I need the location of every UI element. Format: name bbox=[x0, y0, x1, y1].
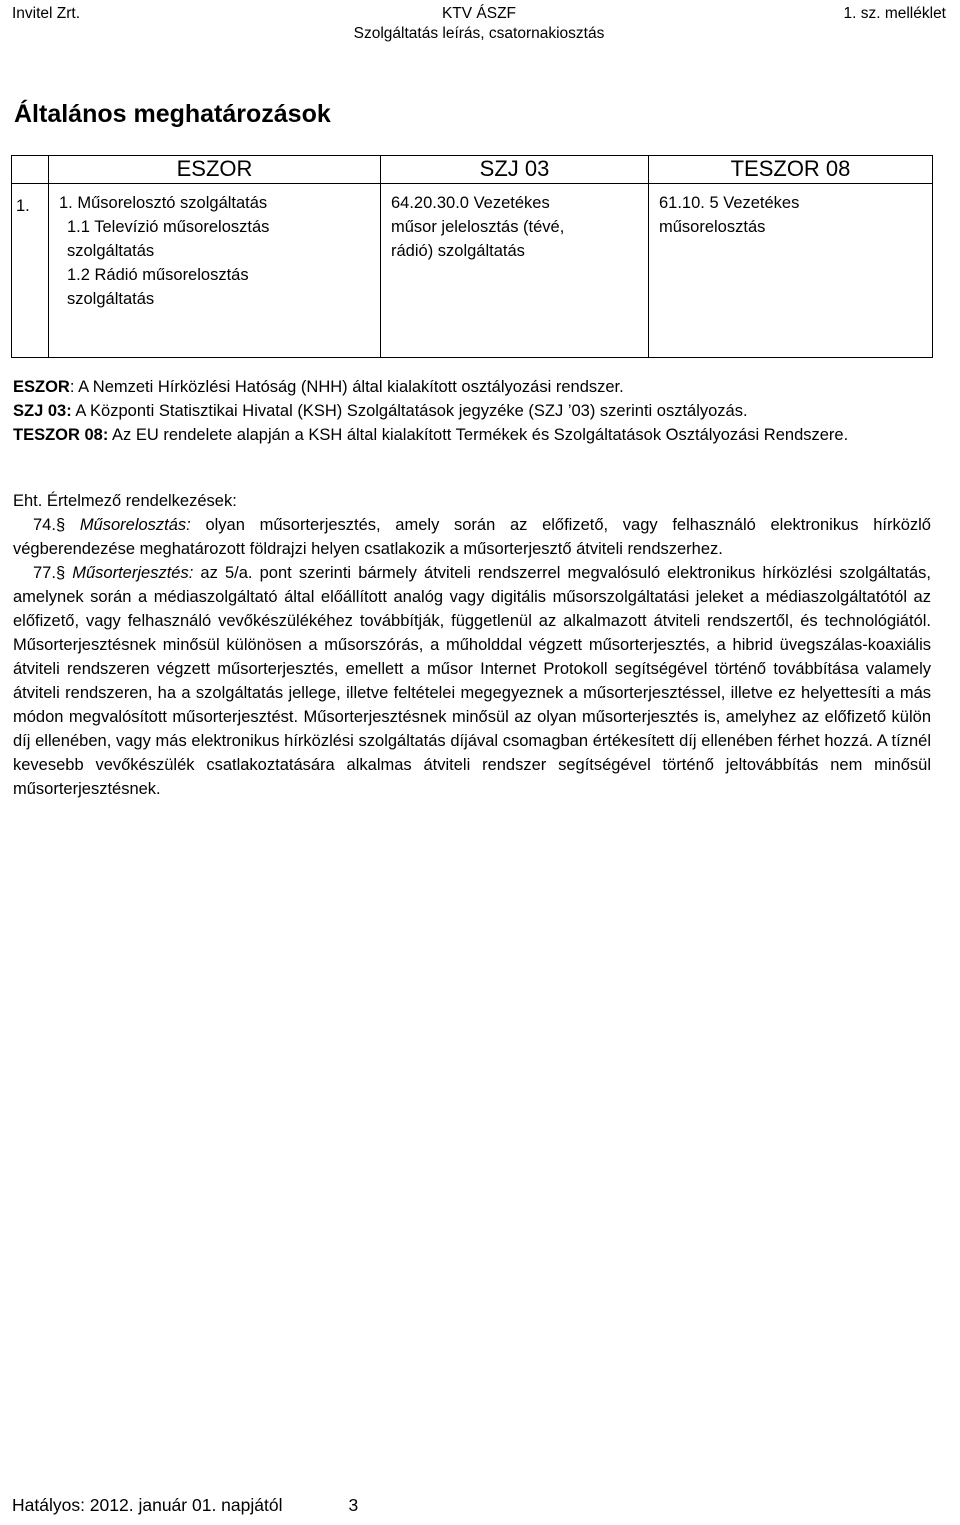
szj-line: 64.20.30.0 Vezetékes bbox=[391, 194, 550, 212]
page-number: 3 bbox=[348, 1495, 359, 1515]
definition-eszor-text: : A Nemzeti Hírközlési Hatóság (NHH) által kialakított osztályozási rendszer. bbox=[69, 378, 624, 396]
definitions-block bbox=[13, 375, 931, 447]
paragraph-77-number: 77. bbox=[33, 564, 56, 582]
cell-eszor bbox=[49, 184, 381, 358]
table-header-row bbox=[12, 156, 933, 184]
eht-heading: Eht. Értelmező rendelkezések: bbox=[13, 492, 237, 510]
header-doc-subtitle: Szolgáltatás leírás, csatornakiosztás bbox=[353, 25, 605, 42]
table-header-teszor: TESZOR 08 bbox=[649, 156, 933, 184]
definition-teszor bbox=[13, 423, 931, 447]
eszor-line: 1.2 Rádió műsorelosztás bbox=[67, 266, 249, 284]
footer-effective-date: Hatályos: 2012. január 01. napjától bbox=[12, 1495, 283, 1515]
paragraph-77-text: az 5/a. pont szerinti bármely átviteli rendszerrel megvalósuló elektronikus hírközlési szolgáltatás, amelynek során a médiaszolgáltató által előállított analóg vagy digitális műsorszolgáltatási jeleket a médiaszolgáltatótól az előfizető, vagy felhasználó vevőkészülékéhez továbbítják, függetlenül az alkalmazott átviteli rendszertől, és technológiától. Műsorterjesztésnek minősül különösen a műsorszórás, a műholddal végzett műsorterjesztés, a hibrid üvegszálas-koaxiális átviteli rendszeren végzett műsorterjesztés, emellett a műsor Internet Protokoll segítségével történő továbbítása valamely átviteli rendszeren, ha a szolgáltatás jellege, illetve feltételei megegyeznek a műsorterjesztéssel, illetve ez helyettesíti a más módon megvalósított műsorterjesztést. Műsorterjesztésnek minősül az olyan műsorterjesztés is, amelyhez az előfizető külön díj ellenében, vagy más elektronikus hírközlési szolgáltatás díjával csomagban értékesített díj ellenében férhet hozzá. A tíznél kevesebb vevőkészülék csatlakoztatására alkalmas átviteli rendszer segítségével történő jeltovábbítás nem minősül műsorterjesztésnek. bbox=[13, 564, 931, 798]
eszor-line: szolgáltatás bbox=[67, 242, 155, 260]
teszor-line: műsorelosztás bbox=[659, 218, 766, 236]
szj-line: rádió) szolgáltatás bbox=[391, 242, 525, 260]
term-szj: SZJ 03: bbox=[13, 402, 72, 420]
eszor-line: szolgáltatás bbox=[67, 290, 155, 308]
eszor-line: 1.1 Televízió műsorelosztás bbox=[67, 218, 270, 236]
term-teszor: TESZOR 08: bbox=[13, 426, 109, 444]
paragraph-74 bbox=[13, 513, 931, 561]
section-sign: § bbox=[55, 516, 66, 534]
page-header bbox=[12, 4, 946, 48]
table-header-empty bbox=[12, 156, 49, 184]
table-header-szj: SZJ 03 bbox=[381, 156, 649, 184]
eht-block bbox=[13, 489, 931, 801]
header-doc-title: KTV ÁSZF bbox=[441, 5, 517, 22]
cell-teszor bbox=[649, 184, 933, 358]
teszor-line: 61.10. 5 Vezetékes bbox=[659, 194, 800, 212]
table-row bbox=[12, 184, 933, 358]
paragraph-74-number: 74. bbox=[33, 516, 56, 534]
term-eszor: ESZOR bbox=[13, 378, 70, 396]
szj-line: műsor jelelosztás (tévé, bbox=[391, 218, 565, 236]
page-footer bbox=[12, 1493, 358, 1517]
row-number: 1. bbox=[12, 184, 49, 358]
table-header-eszor: ESZOR bbox=[49, 156, 381, 184]
section-sign: § bbox=[55, 564, 66, 582]
header-company: Invitel Zrt. bbox=[12, 5, 81, 22]
classification-table bbox=[11, 155, 933, 358]
paragraph-77 bbox=[13, 561, 931, 801]
paragraph-74-term: Műsorelosztás: bbox=[79, 516, 191, 534]
header-center bbox=[12, 4, 946, 44]
cell-szj bbox=[381, 184, 649, 358]
paragraph-74-text: olyan műsorterjesztés, amely során az előfizető, vagy felhasználó elektronikus hírközlő végberendezése meghatározott földrajzi helyen csatlakozik a műsorterjesztő átviteli rendszerhez. bbox=[13, 516, 931, 558]
eszor-line: 1. Műsorelosztó szolgáltatás bbox=[59, 194, 268, 212]
page-title: Általános meghatározások bbox=[14, 100, 331, 128]
paragraph-77-term: Műsorterjesztés: bbox=[72, 564, 194, 582]
header-attachment: 1. sz. melléklet bbox=[843, 5, 946, 22]
definition-eszor bbox=[13, 375, 931, 399]
definition-teszor-text: Az EU rendelete alapján a KSH által kialakított Termékek és Szolgáltatások Osztályozási Rendszere. bbox=[108, 426, 849, 444]
definition-szj-text: A Központi Statisztikai Hivatal (KSH) Szolgáltatások jegyzéke (SZJ ’03) szerinti osztályozás. bbox=[71, 402, 748, 420]
definition-szj bbox=[13, 399, 931, 423]
